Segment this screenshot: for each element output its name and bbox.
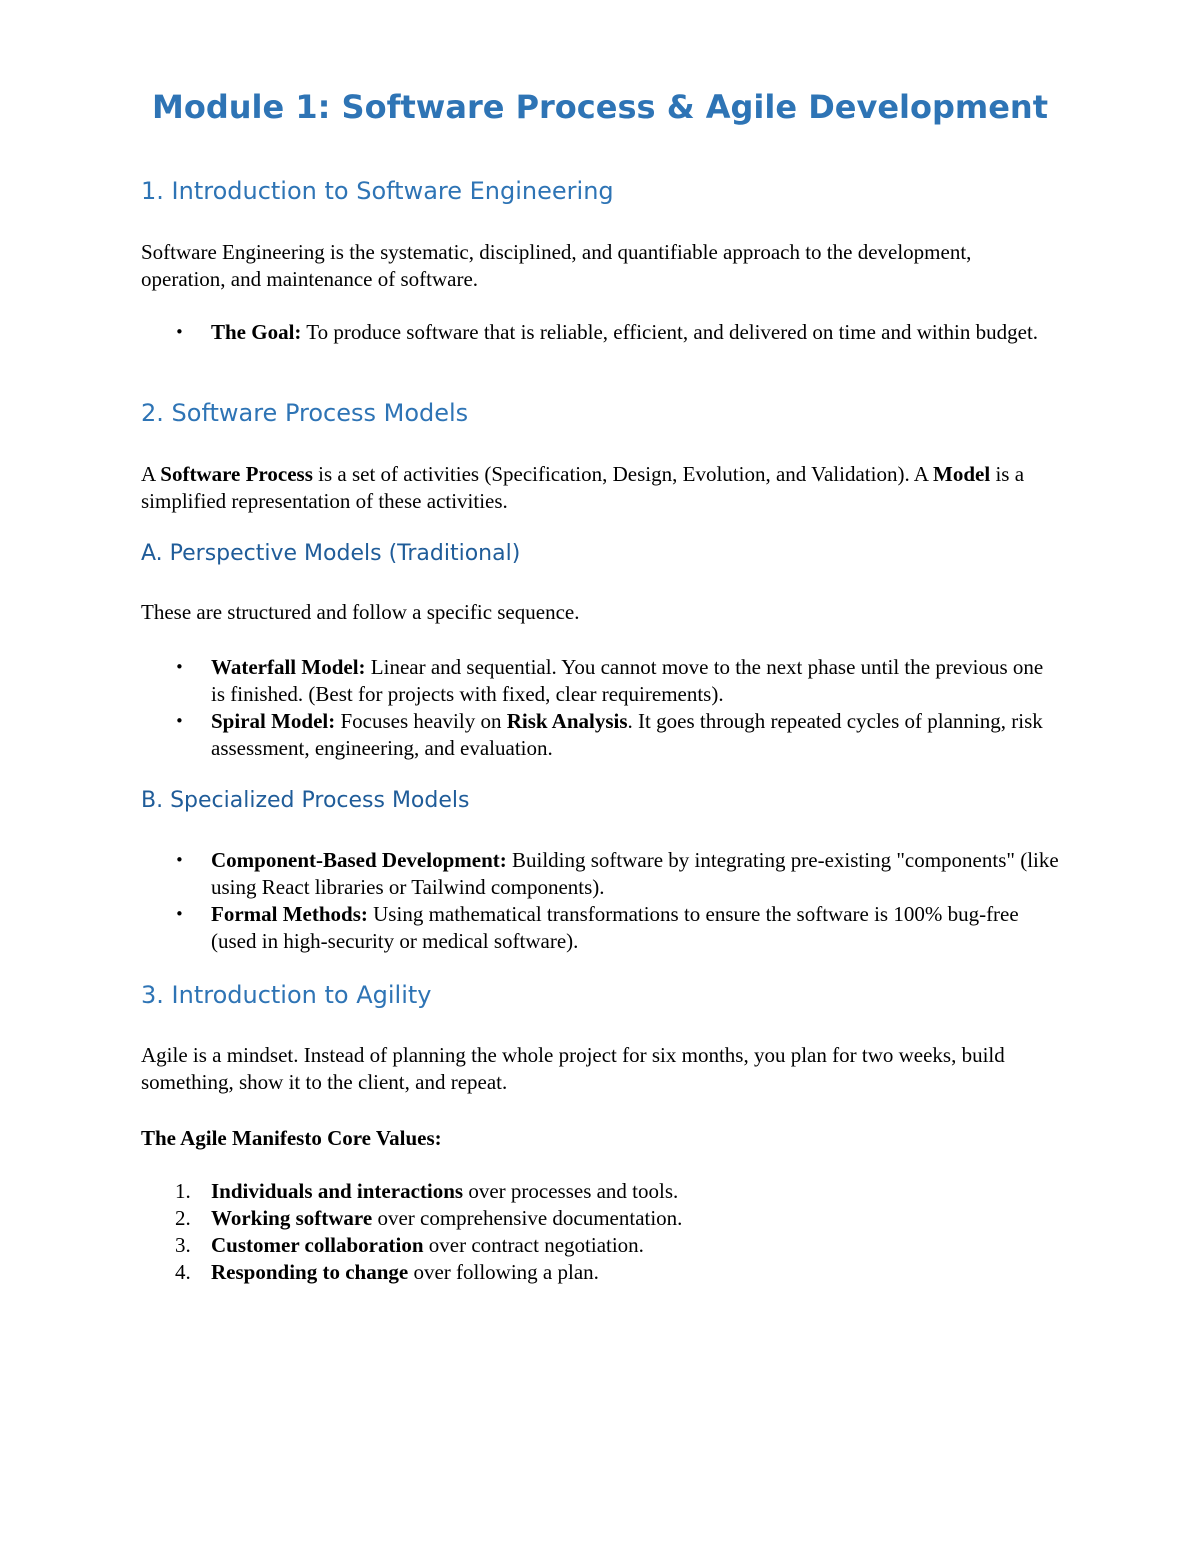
manifesto-values-list: [141, 1178, 1061, 1286]
list-item: 1. Individuals and interactions over processes and tools.: [175, 1179, 679, 1203]
cbd-label: Component-Based Development:: [211, 848, 507, 872]
section-2-heading: 2. Software Process Models: [141, 399, 469, 427]
risk-analysis-term: Risk Analysis: [506, 709, 628, 733]
section-1-bullets: [141, 319, 1061, 346]
section-3-heading: 3. Introduction to Agility: [141, 981, 432, 1009]
list-item-spiral: • Spiral Model: Focuses heavily on Risk Analysis. It goes through repeated cycles of planning, risk assessment, engineering, and evaluation.: [175, 709, 1043, 760]
section-3-paragraph: Agile is a mindset. Instead of planning the whole project for six months, you plan for two weeks, build something, show it to the client, and repeat.: [141, 1043, 1005, 1094]
software-process-term: Software Process: [160, 462, 313, 486]
bullet-icon: •: [175, 851, 184, 869]
bullet-icon: •: [175, 712, 184, 730]
section-b-heading: B. Specialized Process Models: [141, 788, 470, 813]
list-item-component-based: [141, 847, 1061, 901]
list-item-waterfall: [141, 654, 1061, 708]
list-item-goal: [141, 319, 1061, 346]
section-b-bullets: [141, 847, 1061, 955]
waterfall-label: Waterfall Model:: [211, 655, 366, 679]
cbd-text: Building software by integrating pre-existing "components" (like using React libraries or Tailwind components).: [211, 848, 1059, 899]
list-item-formal-methods: [141, 901, 1061, 955]
formal-label: Formal Methods:: [211, 902, 368, 926]
model-term: Model: [933, 462, 991, 486]
section-2-paragraph: A Software Process is a set of activities (Specification, Design, Evolution, and Validation). A Model is a simplified representation of these activities.: [141, 462, 1025, 513]
bullet-icon: •: [175, 905, 184, 923]
formal-text: Using mathematical transformations to ensure the software is 100% bug-free (used in high-security or medical software).: [211, 902, 1019, 953]
goal-label: The Goal:: [211, 320, 302, 344]
waterfall-text: Linear and sequential. You cannot move to the next phase until the previous one is finished. (Best for projects with fixed, clear requirements).: [211, 655, 1044, 706]
page-title: Module 1: Software Process & Agile Development: [152, 88, 1048, 126]
section-1-heading: 1. Introduction to Software Engineering: [141, 177, 614, 205]
section-1-paragraph: Software Engineering is the systematic, disciplined, and quantifiable approach to the development, operation, and maintenance of software.: [141, 240, 972, 291]
goal-text: To produce software that is reliable, efficient, and delivered on time and within budget.: [301, 320, 1039, 344]
section-a-heading: A. Perspective Models (Traditional): [141, 541, 521, 566]
bullet-icon: •: [175, 323, 184, 341]
section-a-bullets: [141, 654, 1061, 762]
spiral-label: Spiral Model:: [211, 709, 336, 733]
section-a-paragraph: These are structured and follow a specific sequence.: [141, 600, 580, 624]
list-item: 4. Responding to change over following a plan.: [175, 1260, 599, 1284]
list-item: 2. Working software over comprehensive documentation.: [175, 1206, 683, 1230]
bullet-icon: •: [175, 658, 184, 676]
list-item: 3. Customer collaboration over contract negotiation.: [175, 1233, 644, 1257]
manifesto-title: The Agile Manifesto Core Values:: [141, 1126, 442, 1150]
